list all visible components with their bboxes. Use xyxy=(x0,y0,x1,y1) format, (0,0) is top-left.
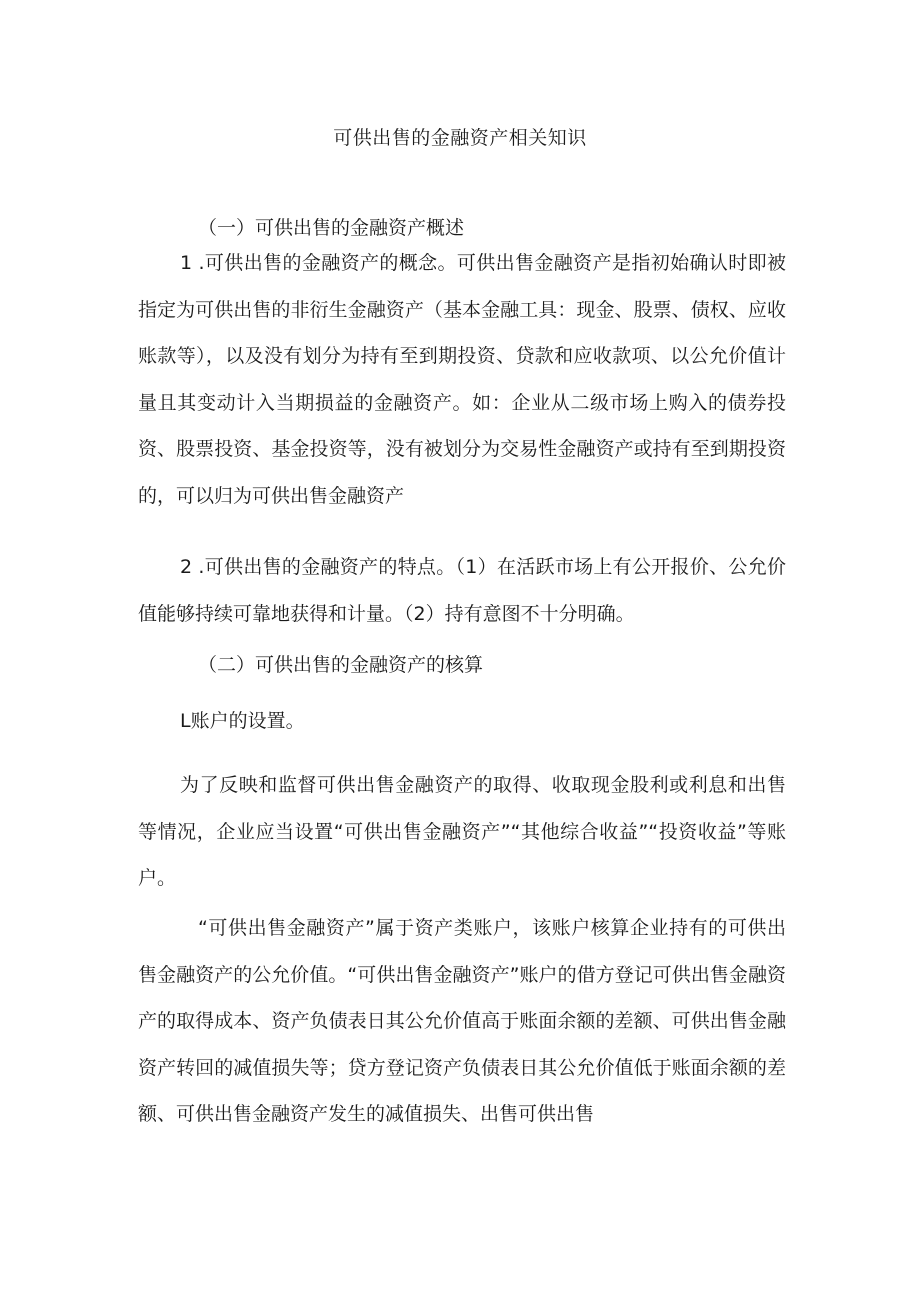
paragraph-purpose: 为了反映和监督可供出售金融资产的取得、收取现金股利或利息和出售等情况，企业应当设置“可供出售金融资产”“其他综合收益”“投资收益”等账户。 xyxy=(138,774,786,889)
paragraph-concept: 1 .可供出售的金融资产的概念。可供出售金融资产是指初始确认时即被指定为可供出售的非衍生金融资产（基本金融工具：现金、股票、债权、应收账款等），以及没有划分为持有至到期投资、贷款和应收款项、以公允价值计量且其变动计入当期损益的金融资产。如：企业从二级市场上购入的债券投资、股票投资、基金投资等，没有被划分为交易性金融资产或持有至到期投资的，可以归为可供出售金融资产 xyxy=(138,252,786,507)
section-heading-accounting: （二）可供出售的金融资产的核算 xyxy=(198,654,484,676)
subheading-account-setup: L账户的设置。 xyxy=(180,710,305,732)
section-heading-overview: （一）可供出售的金融资产概述 xyxy=(198,217,465,239)
paragraph-features: 2 .可供出售的金融资产的特点。（1）在活跃市场上有公开报价、公允价值能够持续可靠地获得和计量。（2）持有意图不十分明确。 xyxy=(138,556,786,625)
paragraph-account-definition: “可供出售金融资产”属于资产类账户，该账户核算企业持有的可供出售金融资产的公允价值。“可供出售金融资产”账户的借方登记可供出售金融资产的取得成本、资产负债表日其公允价值高于账面余额的差额、可供出售金融资产转回的减值损失等；贷方登记资产负债表日其公允价值低于账面余额的差额、可供出售金融资产发生的减值损失、出售可供出售 xyxy=(138,917,786,1125)
document-title: 可供出售的金融资产相关知识 xyxy=(333,127,587,149)
